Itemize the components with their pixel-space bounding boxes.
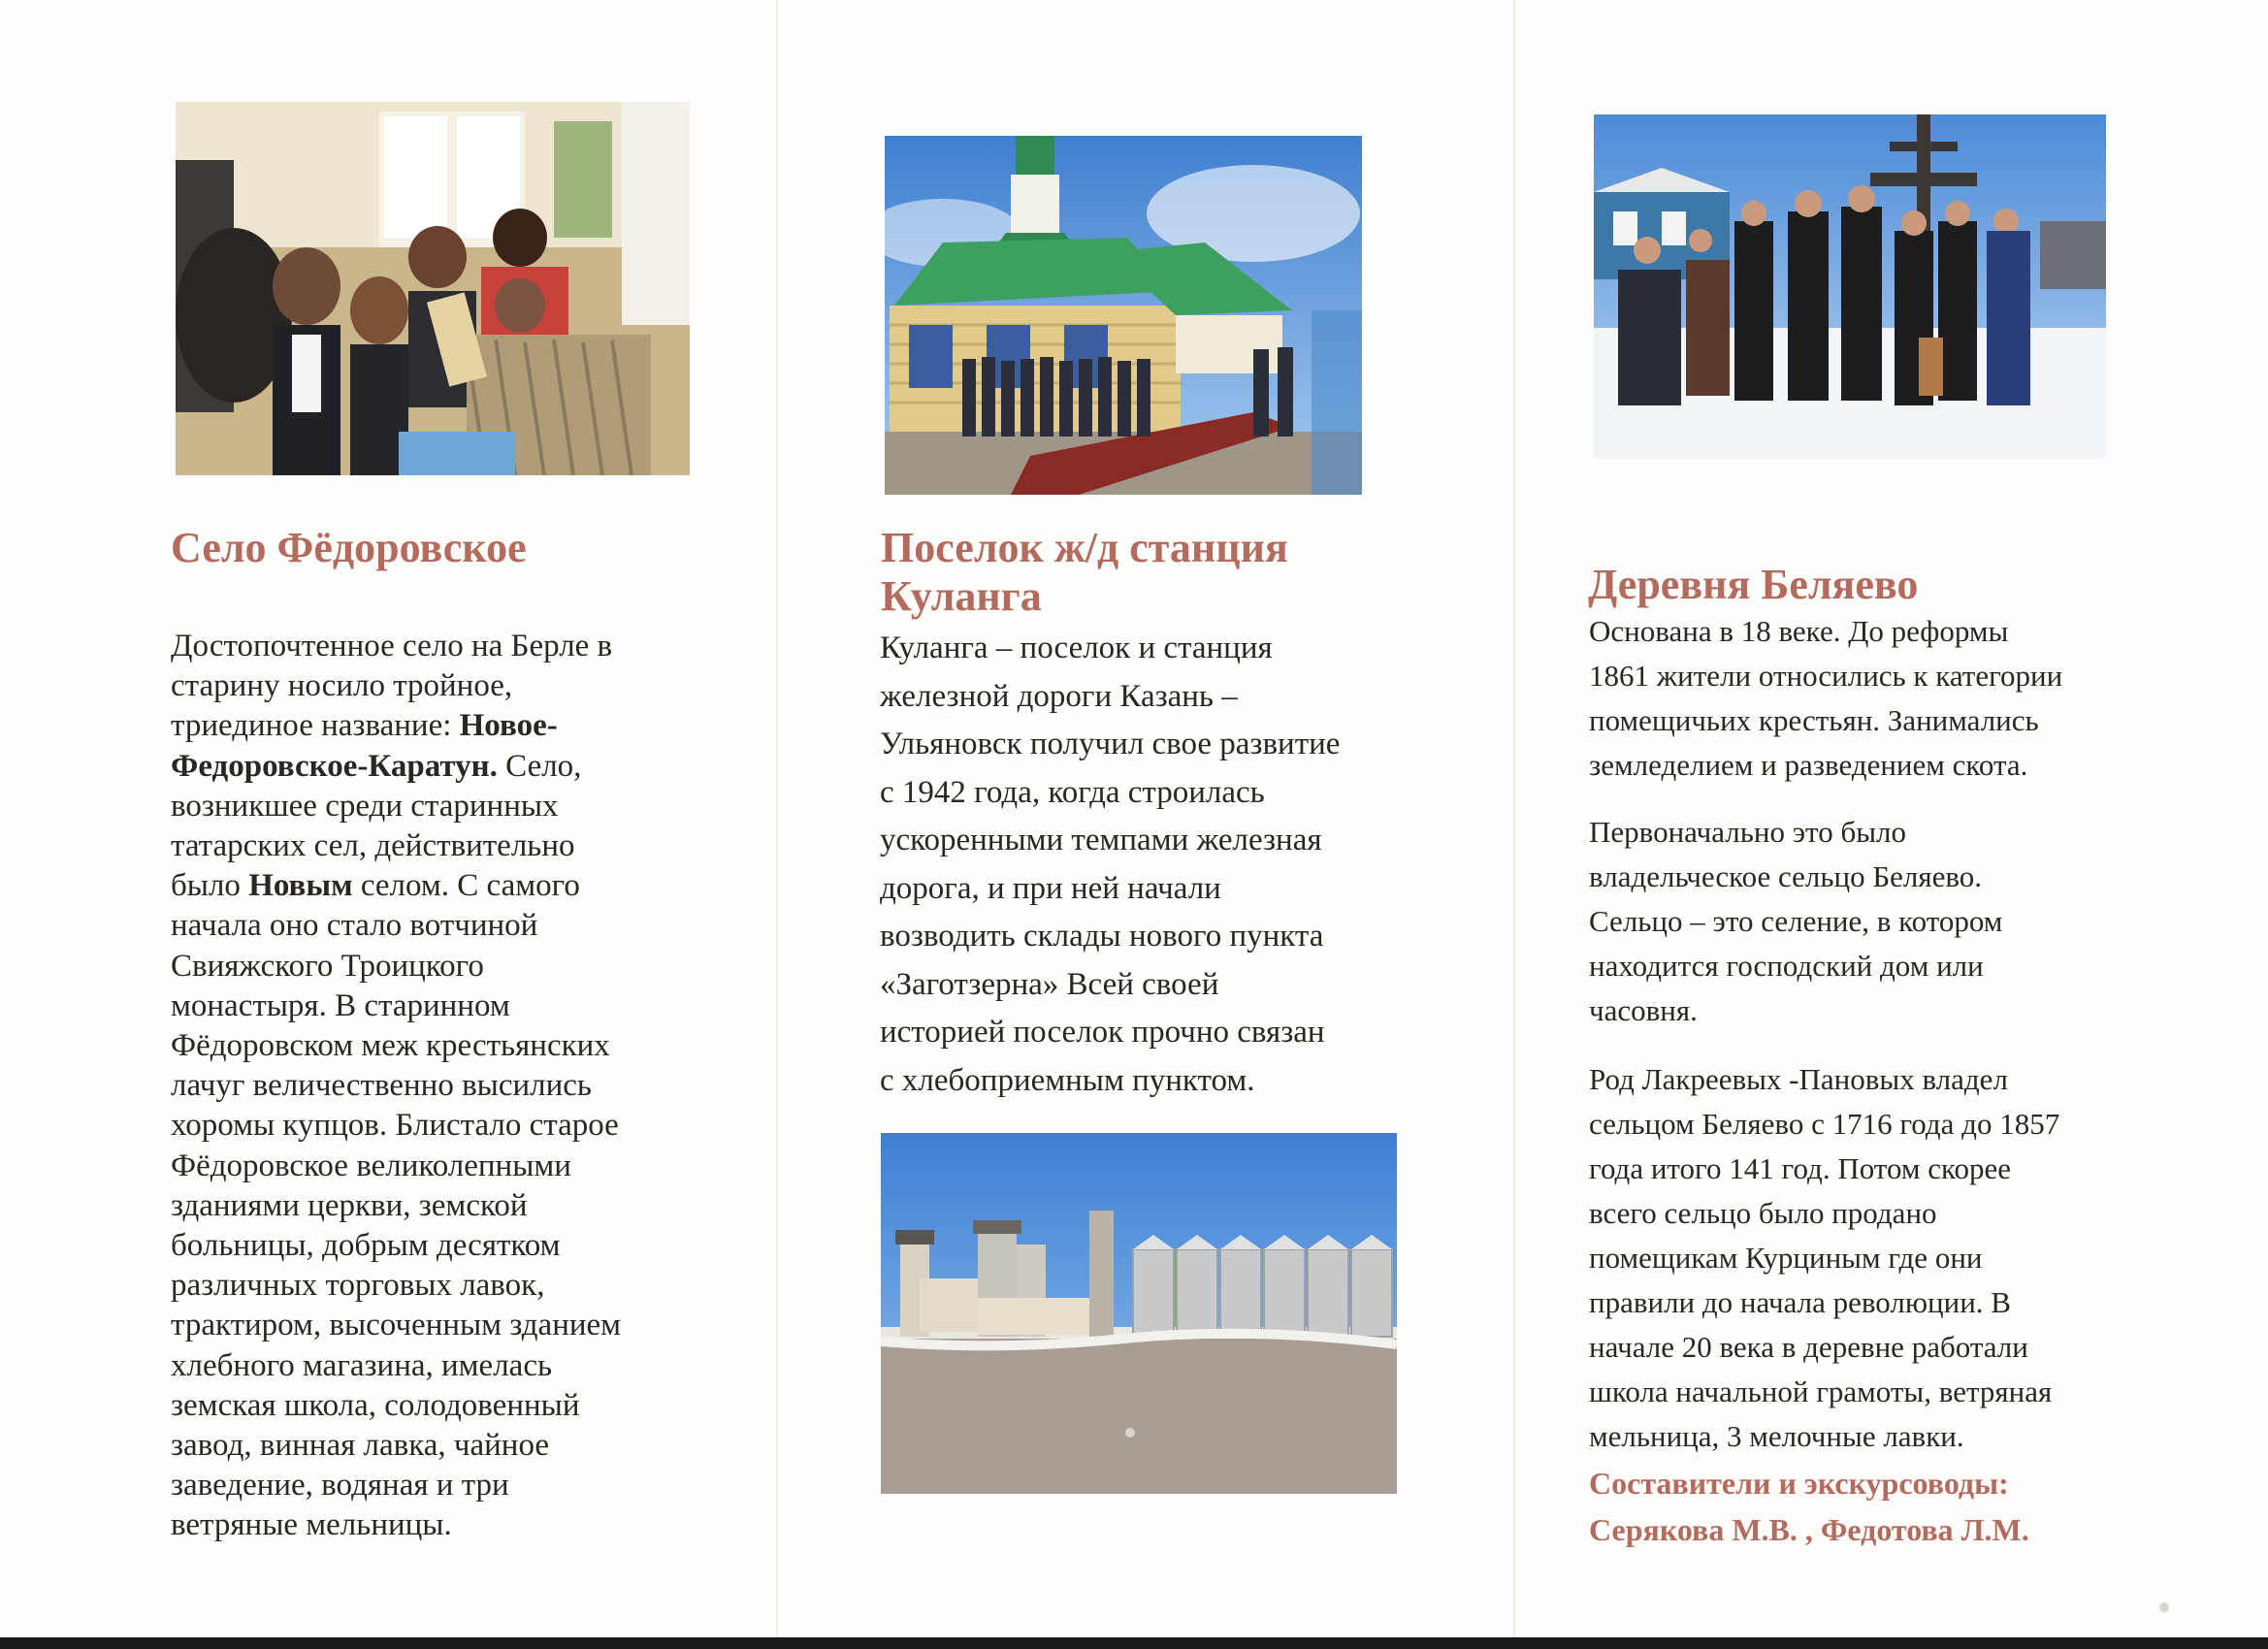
- paragraph-1: [1589, 609, 2132, 788]
- text-line: триединое название:: [171, 708, 460, 744]
- line: [171, 1505, 714, 1545]
- scan-smudge: [1125, 1428, 1135, 1438]
- line: [171, 1147, 714, 1186]
- text-line: часовня.: [1589, 993, 1698, 1027]
- text-line: ускоренными темпами железная: [880, 823, 1322, 857]
- line: [171, 906, 714, 946]
- text-line: зданиями церкви, земской: [171, 1187, 528, 1223]
- text-line: «Заготзерна» Всей своей: [880, 966, 1219, 1002]
- text-line: находится господский дом или: [1589, 949, 1984, 983]
- text-line: Основана в 18 веке. До реформы: [1589, 614, 2009, 648]
- text-line: Достопочтенное село на Берле в: [171, 629, 613, 663]
- line: [171, 947, 714, 986]
- line: [171, 1386, 714, 1426]
- text-bold: Новым: [248, 868, 353, 904]
- heading-belyaevo: Деревня Беляево: [1588, 561, 1919, 608]
- text-fedorovskoe: [171, 627, 714, 1546]
- line: [171, 1306, 714, 1345]
- photo-grain-elevator-icon: [881, 1133, 1397, 1494]
- text-line: года итого 141 год. Потом скорее: [1589, 1151, 2011, 1185]
- text-line: Род Лакреевых -Пановых владел: [1589, 1062, 2008, 1096]
- heading-line: Поселок ж/д станция: [881, 524, 1288, 571]
- text-line: различных торговых лавок,: [171, 1268, 545, 1304]
- text-line: школа начальной грамоты, ветряная: [1589, 1374, 2053, 1408]
- text-line: больницы, добрым десятком: [171, 1228, 561, 1264]
- line: [171, 627, 714, 666]
- photo-mosque: [885, 136, 1362, 495]
- photo-library-children: [176, 102, 690, 475]
- text-line: Свияжского Троицкого: [171, 948, 484, 984]
- line: [171, 1266, 714, 1306]
- text-line: трактиром, высоченным зданием: [171, 1308, 622, 1343]
- paragraph-3: [1589, 1057, 2132, 1459]
- text-line: возникшее среди старинных: [171, 788, 559, 824]
- text-line: ветряные мельницы.: [171, 1507, 452, 1543]
- text-line: лачуг величественно высились: [171, 1068, 592, 1104]
- text-line: селом. С самого: [352, 868, 580, 904]
- text-line: старину носило тройное,: [171, 668, 513, 704]
- line: [171, 866, 714, 906]
- line: [171, 826, 714, 866]
- scan-smudge: [2159, 1602, 2169, 1612]
- text-line: дорога, и при ней начали: [880, 870, 1221, 906]
- line: [171, 1346, 714, 1386]
- photo-cross-clergy: [1594, 114, 2106, 459]
- line: [171, 1066, 714, 1106]
- text-line: Сельцо – это селение, в котором: [1589, 904, 2003, 938]
- photo-library-children-icon: [176, 102, 690, 475]
- text-line: владельческое сельцо Беляево.: [1589, 859, 1983, 893]
- text-bold: Новое-: [459, 708, 558, 744]
- text-line: историей поселок прочно связан: [880, 1015, 1325, 1050]
- text-line: железной дороги Казань –: [880, 678, 1238, 714]
- text-kulanga: [880, 625, 1423, 1105]
- text-line: начала оно стало вотчиной: [171, 908, 538, 944]
- text-line: хоромы купцов. Блистало старое: [171, 1108, 619, 1144]
- text-line: Первоначально это было: [1589, 815, 1907, 849]
- text-line: сельцом Беляево с 1716 года до 1857: [1589, 1107, 2060, 1141]
- line: [171, 1466, 714, 1505]
- text-line: правили до начала революции. В: [1589, 1285, 2011, 1319]
- text-line: мельница, 3 мелочные лавки.: [1589, 1419, 1964, 1453]
- scan-edge: [0, 1637, 2268, 1649]
- text-line: земледелием и разведением скота.: [1589, 748, 2028, 782]
- credits: [1589, 1460, 2190, 1553]
- text-line: хлебного магазина, имелась: [171, 1347, 553, 1383]
- line: [171, 1026, 714, 1066]
- paragraph-2: [1589, 810, 2132, 1033]
- text-line: Ульяновск получил свое развитие: [880, 727, 1341, 761]
- text-line: начале 20 века в деревне работали: [1589, 1330, 2028, 1364]
- text-line: возводить склады нового пункта: [880, 919, 1324, 954]
- text-line: заведение, водяная и три: [171, 1468, 509, 1504]
- photo-mosque-icon: [885, 136, 1362, 495]
- photo-grain-elevator: [881, 1133, 1397, 1494]
- fold-line-left: [776, 0, 778, 1649]
- credits-names: Серякова М.В. , Федотова Л.М.: [1589, 1512, 2029, 1547]
- text-line: татарских сел, действительно: [171, 828, 575, 864]
- text-line: 1861 жители относились к категории: [1589, 659, 2063, 693]
- text-line: монастыря. В старинном: [171, 987, 510, 1023]
- line: [171, 1106, 714, 1146]
- text-line: помещикам Курциным где они: [1589, 1241, 1983, 1275]
- fold-line-right: [1513, 0, 1515, 1649]
- text-line: было: [171, 868, 249, 904]
- text-line: завод, винная лавка, чайное: [171, 1428, 550, 1464]
- text-line: всего сельцо было продано: [1589, 1196, 1937, 1230]
- text-line: с 1942 года, когда строилась: [880, 774, 1265, 810]
- text-bold: Федоровское-Каратун.: [171, 748, 498, 784]
- text-line: Фёдоровское великолепными: [171, 1148, 571, 1183]
- heading-line: Куланга: [881, 572, 1042, 620]
- line: [171, 747, 714, 787]
- line: [171, 1426, 714, 1466]
- line: [171, 666, 714, 706]
- line: [171, 1186, 714, 1226]
- line: [171, 1226, 714, 1266]
- text-line: земская школа, солодовенный: [171, 1387, 580, 1423]
- text-line: Фёдоровском меж крестьянских: [171, 1028, 610, 1064]
- line: [171, 986, 714, 1026]
- line: [171, 706, 714, 746]
- heading-fedorovskoe: Село Фёдоровское: [171, 524, 527, 571]
- text-line: с хлебоприемным пунктом.: [880, 1062, 1255, 1098]
- text-line: Село,: [497, 748, 582, 784]
- text-line: помещичьих крестьян. Занимались: [1589, 703, 2039, 737]
- text-line: Куланга – поселок и станция: [880, 630, 1273, 665]
- heading-kulanga: [881, 524, 1424, 621]
- photo-cross-clergy-icon: [1594, 114, 2106, 459]
- credits-title: Составители и экскурсоводы:: [1589, 1466, 2009, 1501]
- line: [171, 787, 714, 826]
